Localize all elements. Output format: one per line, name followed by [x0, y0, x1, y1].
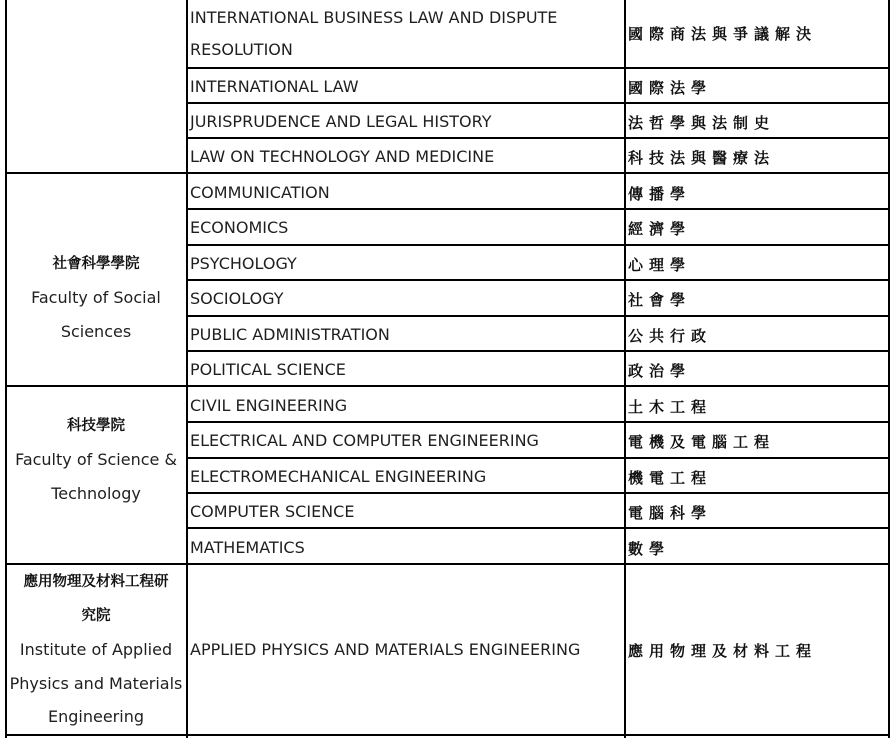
program-name-zh: 科技法與醫療法	[628, 149, 776, 167]
program-name-en: ELECTROMECHANICAL ENGINEERING	[190, 467, 487, 486]
program-name-zh: 機電工程	[628, 469, 713, 487]
faculty-name-en: Institute of Applied	[19, 640, 173, 659]
program-name-en: INTERNATIONAL BUSINESS LAW AND DISPUTE	[190, 8, 558, 27]
program-name-zh: 電機及電腦工程	[628, 433, 776, 451]
program-name-en: INTERNATIONAL LAW	[190, 77, 359, 96]
faculty-name-en: Technology	[51, 483, 141, 503]
table-divider-faculty	[186, 0, 188, 738]
row-line	[186, 350, 890, 352]
program-name-zh: 政治學	[628, 362, 692, 380]
program-name-en: PUBLIC ADMINISTRATION	[190, 325, 390, 344]
faculty-boundary-line	[5, 172, 890, 174]
program-name-zh: 電腦科學	[628, 504, 713, 522]
row-line	[186, 67, 890, 69]
faculty-name-zh: 科技學院	[67, 418, 125, 434]
faculty-boundary-line	[5, 734, 890, 736]
program-name-en: LAW ON TECHNOLOGY AND MEDICINE	[190, 147, 495, 166]
program-name-en: RESOLUTION	[190, 40, 293, 59]
faculty-name-zh: 應用物理及材料工程研	[23, 574, 169, 590]
program-name-en: COMMUNICATION	[190, 183, 330, 202]
institute-applied-physics	[6, 565, 186, 734]
row-line	[186, 457, 890, 459]
program-name-zh: 法哲學與法制史	[628, 114, 776, 132]
row-line	[186, 315, 890, 317]
program-name-en: APPLIED PHYSICS AND MATERIALS ENGINEERING	[190, 640, 581, 659]
row-line	[186, 421, 890, 423]
faculty-science-technology	[6, 409, 186, 510]
program-name-en: PSYCHOLOGY	[190, 254, 297, 273]
faculty-name-en: Faculty of Social	[31, 288, 161, 307]
row-line	[186, 492, 890, 494]
table-divider-chinese	[624, 0, 626, 738]
row-line	[186, 137, 890, 139]
program-name-en: CIVIL ENGINEERING	[190, 396, 348, 415]
row-line	[186, 527, 890, 529]
program-name-en: SOCIOLOGY	[190, 289, 284, 308]
program-name-zh: 數學	[628, 540, 671, 558]
program-name-zh: 應用物理及材料工程	[628, 642, 818, 660]
row-line	[186, 102, 890, 104]
faculty-name-en: Engineering	[48, 707, 144, 726]
row-line	[186, 208, 890, 210]
faculty-name-en: Faculty of Science &	[15, 450, 177, 469]
faculty-social-sciences	[6, 247, 186, 348]
faculty-name-zh: 社會科學學院	[52, 256, 140, 272]
row-line	[186, 244, 890, 246]
faculty-name-en: Sciences	[60, 321, 132, 341]
faculty-boundary-line	[5, 385, 890, 387]
program-name-zh: 公共行政	[628, 327, 713, 345]
program-name-en: MATHEMATICS	[190, 538, 305, 557]
program-name-en: COMPUTER SCIENCE	[190, 502, 355, 521]
program-name-zh: 社會學	[628, 291, 692, 309]
program-name-en: POLITICAL SCIENCE	[190, 360, 346, 379]
row-line	[186, 279, 890, 281]
program-name-zh: 心理學	[628, 256, 692, 274]
program-name-zh: 國際法學	[628, 79, 713, 97]
program-name-zh: 土木工程	[628, 398, 713, 416]
program-name-en: JURISPRUDENCE AND LEGAL HISTORY	[190, 112, 492, 131]
program-name-en: ELECTRICAL AND COMPUTER ENGINEERING	[190, 431, 539, 450]
program-name-en: ECONOMICS	[190, 218, 289, 237]
program-name-zh: 國際商法與爭議解決	[628, 25, 818, 43]
faculty-name-zh: 究院	[81, 608, 111, 624]
faculty-name-en: Physics and Materials	[9, 673, 183, 693]
program-name-zh: 經濟學	[628, 220, 692, 238]
program-name-zh: 傳播學	[628, 185, 692, 203]
table-border-right	[888, 0, 890, 738]
